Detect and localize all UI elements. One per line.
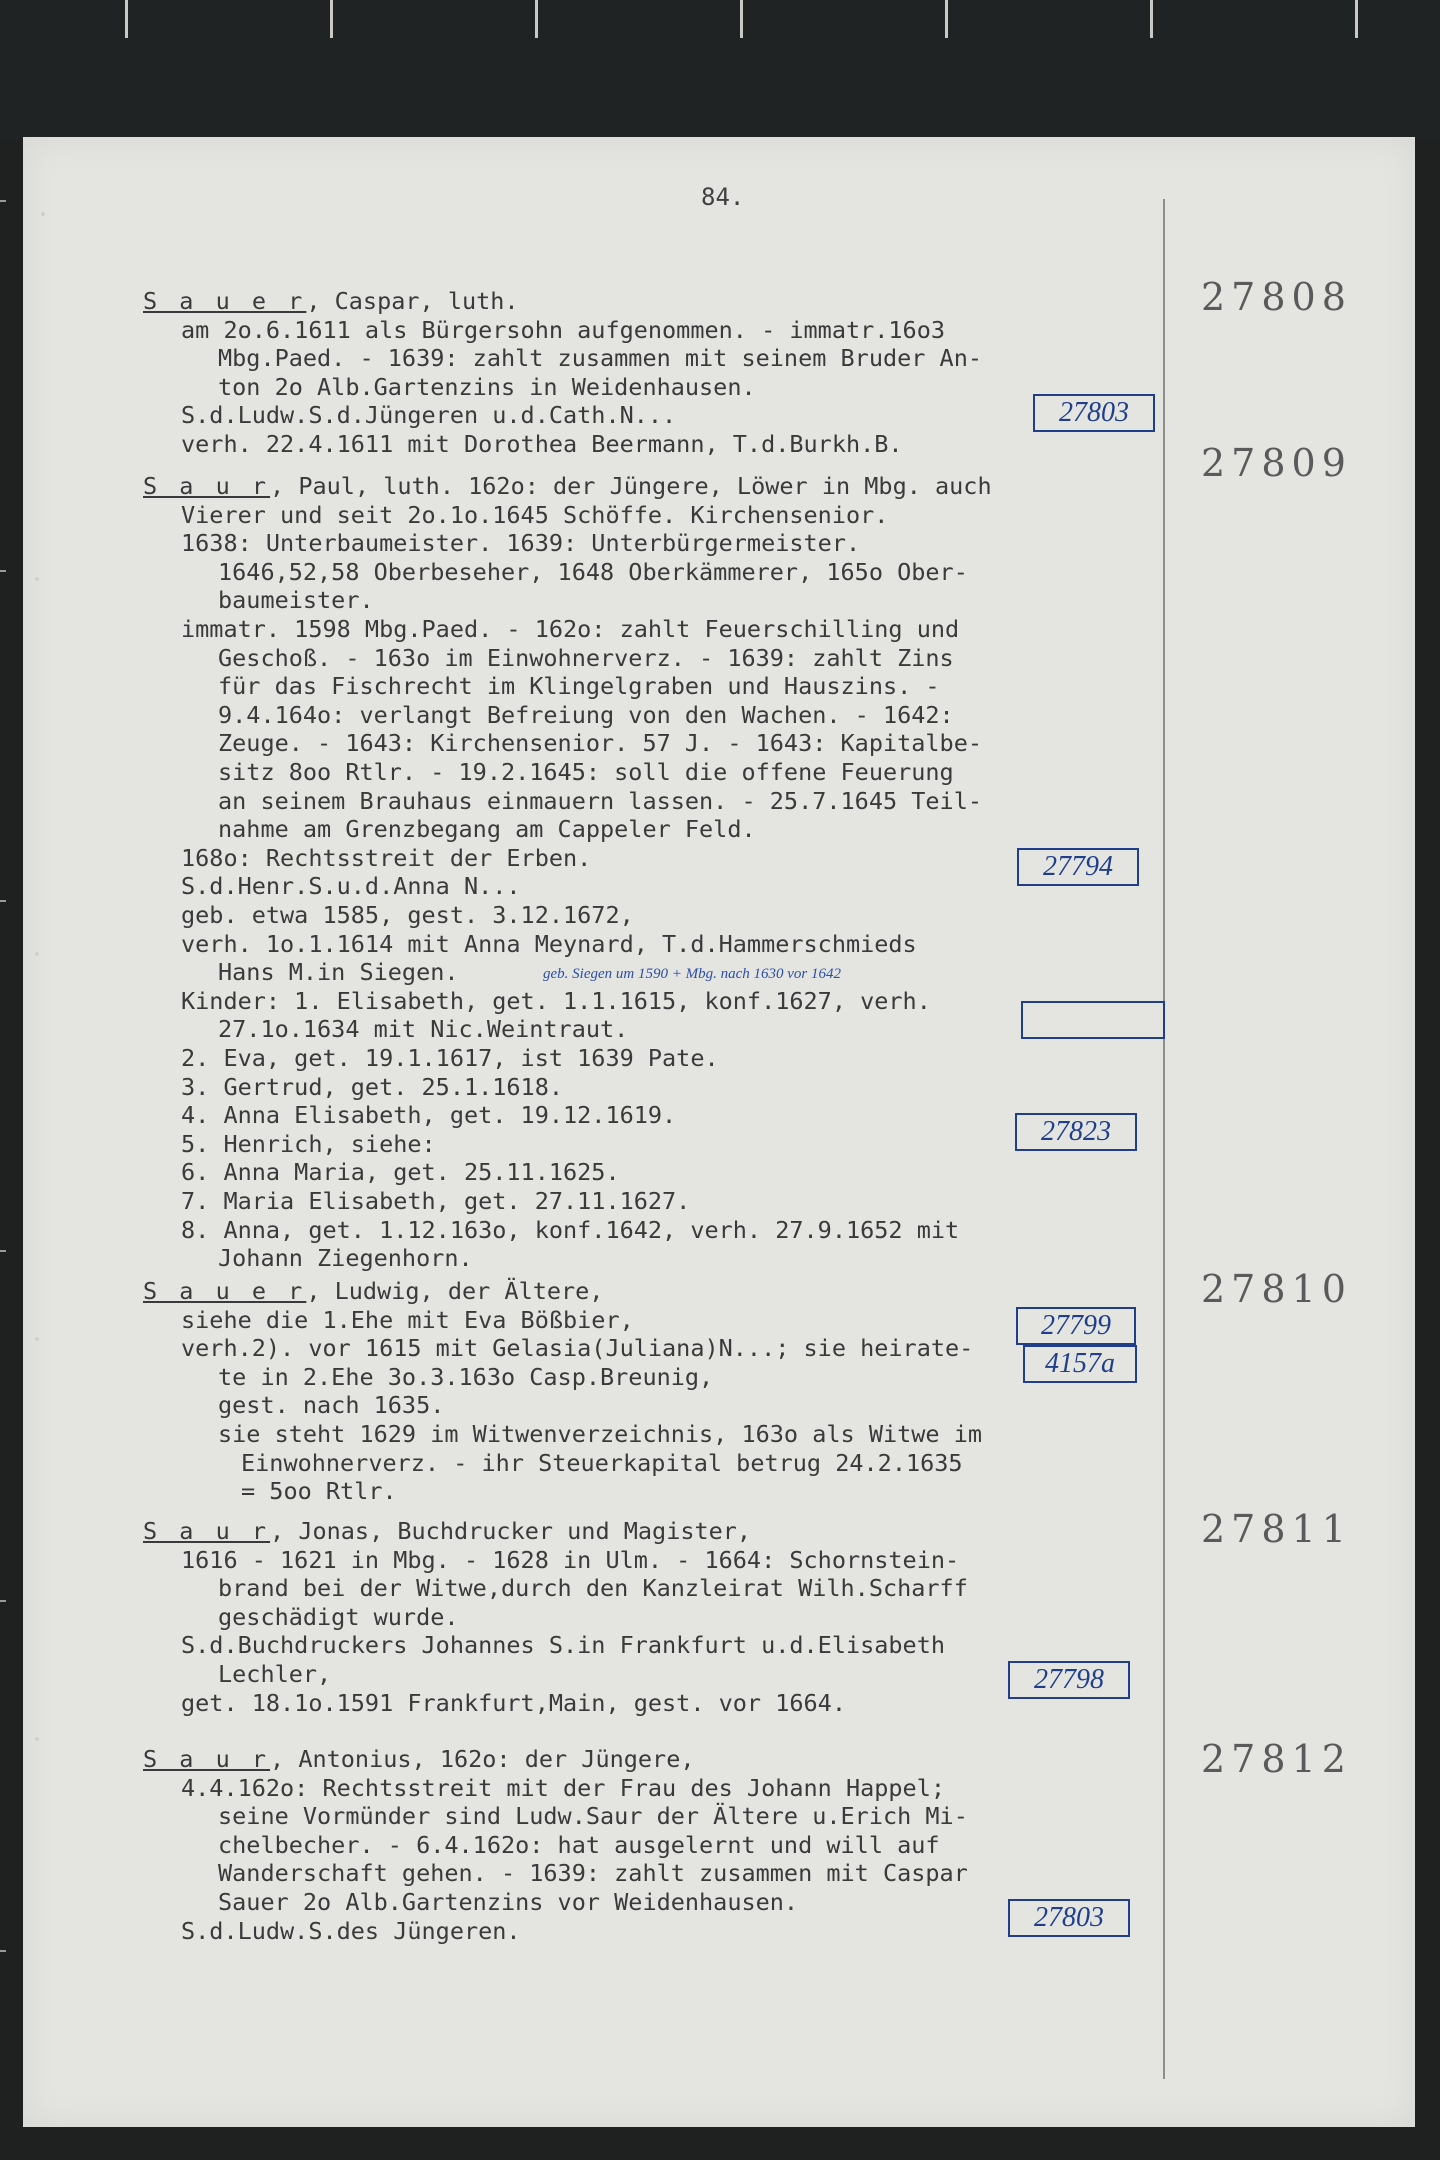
entry-line: 2. Eva, get. 19.1.1617, ist 1639 Pate.	[181, 1044, 719, 1072]
entry-heading	[143, 472, 992, 500]
entry-line: te in 2.Ehe 3o.3.163o Casp.Breunig,	[218, 1362, 714, 1391]
entry-line: 3. Gertrud, get. 25.1.1618.	[181, 1072, 564, 1101]
film-edge-mark	[0, 900, 6, 902]
entry-line: chelbecher. - 6.4.162o: hat ausgelernt und will auf	[218, 1830, 940, 1859]
entry-line: 9.4.164o: verlangt Befreiung von den Wachen. - 1642:	[218, 700, 954, 729]
entry-line: get. 18.1o.1591 Frankfurt,Main, gest. vor 1664.	[181, 1688, 846, 1717]
entry-line: 1638: Unterbaumeister. 1639: Unterbürgermeister.	[181, 529, 861, 558]
handwritten-reference-box: 27799	[1016, 1307, 1136, 1345]
film-edge-mark	[0, 1950, 6, 1952]
document-page	[23, 137, 1415, 2127]
entry-line: sie steht 1629 im Witwenverzeichnis, 163o als Witwe im	[218, 1420, 983, 1448]
surname: S a u r	[143, 1745, 271, 1773]
punch-mark	[35, 952, 39, 956]
entry-line: brand bei der Witwe,durch den Kanzleirat Wilh.Scharff	[218, 1574, 968, 1603]
entry-text: , Antonius, 162o: der Jüngere,	[270, 1745, 695, 1773]
entry-line: S.d.Ludw.S.des Jüngeren.	[181, 1916, 521, 1945]
surname: S a u r	[143, 472, 271, 500]
punch-mark	[35, 577, 39, 581]
entry-heading	[143, 1745, 695, 1773]
entry-line: siehe die 1.Ehe mit Eva Bößbier,	[181, 1305, 634, 1334]
record-number: 27809	[1201, 441, 1352, 485]
surname: S a u e r	[143, 1277, 307, 1305]
handwritten-annotation: geb. Siegen um 1590 + Mbg. nach 1630 vor 1642	[543, 966, 841, 982]
entry-line: 4.4.162o: Rechtsstreit mit der Frau des Johann Happel;	[181, 1773, 946, 1802]
entry-line: 1616 - 1621 in Mbg. - 1628 in Ulm. - 1664: Schornstein-	[181, 1545, 960, 1574]
handwritten-reference-box	[1021, 1001, 1165, 1039]
handwritten-reference-box: 27794	[1017, 848, 1139, 886]
film-edge-mark	[1150, 0, 1153, 38]
entry-line: Zeuge. - 1643: Kirchensenior. 57 J. - 1643: Kapitalbe-	[218, 729, 983, 758]
entry-line: immatr. 1598 Mbg.Paed. - 162o: zahlt Feuerschilling und	[181, 615, 960, 643]
entry-line: 6. Anna Maria, get. 25.11.1625.	[181, 1158, 620, 1187]
entry-line: S.d.Buchdruckers Johannes S.in Frankfurt u.d.Elisabeth	[181, 1631, 946, 1660]
handwritten-reference-box: 4157a	[1023, 1345, 1137, 1383]
record-number: 27808	[1201, 275, 1352, 319]
entry-line: seine Vormünder sind Ludw.Saur der Ältere u.Erich Mi-	[218, 1802, 968, 1831]
entry-line: S.d.Henr.S.u.d.Anna N...	[181, 872, 521, 901]
entry-heading	[143, 1277, 603, 1305]
record-number: 27811	[1201, 1507, 1352, 1551]
entry-line: Vierer und seit 2o.1o.1645 Schöffe. Kirchensenior.	[181, 500, 889, 529]
entry-line: Geschoß. - 163o im Einwohnerverz. - 1639: zahlt Zins	[218, 643, 954, 672]
page-number: 84.	[701, 183, 745, 211]
film-edge-mark	[125, 0, 128, 38]
handwritten-reference-box: 27798	[1008, 1661, 1130, 1699]
punch-mark	[41, 212, 45, 216]
film-edge-mark	[0, 1600, 6, 1602]
entry-line: Hans M.in Siegen.	[218, 958, 459, 987]
record-number: 27812	[1201, 1737, 1352, 1781]
entry-line: = 5oo Rtlr.	[241, 1477, 397, 1506]
entry-line: sitz 8oo Rtlr. - 19.2.1645: soll die offene Feuerung	[218, 758, 954, 786]
entry-line: an seinem Brauhaus einmauern lassen. - 25.7.1645 Teil-	[218, 786, 983, 815]
punch-mark	[35, 1337, 39, 1341]
entry-heading	[143, 1517, 751, 1545]
film-edge-mark	[0, 1250, 6, 1252]
entry-line: 168o: Rechtsstreit der Erben.	[181, 843, 592, 872]
entry-line: am 2o.6.1611 als Bürgersohn aufgenommen. - immatr.16o3	[181, 315, 946, 344]
scanner-background	[0, 0, 1440, 140]
film-edge-mark	[535, 0, 538, 38]
entry-line: 27.1o.1634 mit Nic.Weintraut.	[218, 1015, 629, 1044]
entry-text: , Jonas, Buchdrucker und Magister,	[270, 1517, 752, 1545]
entry-line: nahme am Grenzbegang am Cappeler Feld.	[218, 815, 756, 844]
handwritten-reference-box: 27803	[1008, 1899, 1130, 1937]
entry-text: , Paul, luth. 162o: der Jüngere, Löwer in Mbg. auch	[270, 472, 992, 500]
entry-heading	[143, 287, 519, 315]
entry-line: 8. Anna, get. 1.12.163o, konf.1642, verh. 27.9.1652 mit	[181, 1215, 960, 1244]
film-edge-mark	[0, 200, 6, 202]
record-number: 27810	[1201, 1267, 1352, 1311]
entry-line: Wanderschaft gehen. - 1639: zahlt zusammen mit Caspar	[218, 1859, 968, 1888]
handwritten-reference-box: 27823	[1015, 1113, 1137, 1151]
entry-text: , Caspar, luth.	[306, 287, 519, 315]
film-edge-mark	[1355, 0, 1358, 38]
entry-line: Mbg.Paed. - 1639: zahlt zusammen mit seinem Bruder An-	[218, 344, 983, 373]
entry-line: 1646,52,58 Oberbeseher, 1648 Oberkämmerer, 165o Ober-	[218, 557, 968, 586]
entry-line: 4. Anna Elisabeth, get. 19.12.1619.	[181, 1101, 677, 1130]
entry-line: geschädigt wurde.	[218, 1602, 459, 1631]
entry-line: verh. 1o.1.1614 mit Anna Meynard, T.d.Hammerschmieds	[181, 929, 917, 958]
entry-line: 7. Maria Elisabeth, get. 27.11.1627.	[181, 1187, 691, 1215]
entry-line: verh.2). vor 1615 mit Gelasia(Juliana)N...; sie heirate-	[181, 1334, 974, 1363]
film-edge-mark	[0, 570, 6, 572]
entry-line: Johann Ziegenhorn.	[218, 1244, 473, 1273]
punch-mark	[35, 1737, 39, 1741]
film-edge-mark	[740, 0, 743, 38]
entry-line: Einwohnerverz. - ihr Steuerkapital betrug 24.2.1635	[241, 1448, 963, 1477]
entry-line: Kinder: 1. Elisabeth, get. 1.1.1615, konf.1627, verh.	[181, 986, 931, 1015]
entry-line: verh. 22.4.1611 mit Dorothea Beermann, T.d.Burkh.B.	[181, 430, 903, 458]
entry-line: für das Fischrecht im Klingelgraben und Hauszins. -	[218, 672, 940, 701]
entry-line: gest. nach 1635.	[218, 1391, 445, 1420]
entry-line: ton 2o Alb.Gartenzins in Weidenhausen.	[218, 372, 756, 401]
film-edge-mark	[330, 0, 333, 38]
margin-rule	[1163, 199, 1165, 2079]
entry-line: 5. Henrich, siehe:	[181, 1129, 436, 1158]
entry-line: S.d.Ludw.S.d.Jüngeren u.d.Cath.N...	[181, 401, 677, 430]
surname: S a u r	[143, 1517, 271, 1545]
film-edge-mark	[945, 0, 948, 38]
entry-line: geb. etwa 1585, gest. 3.12.1672,	[181, 901, 634, 929]
entry-line: Lechler,	[218, 1660, 332, 1688]
entry-line: baumeister.	[218, 586, 374, 615]
surname: S a u e r	[143, 287, 307, 315]
entry-line: Sauer 2o Alb.Gartenzins vor Weidenhausen.	[218, 1888, 799, 1916]
handwritten-reference-box: 27803	[1033, 394, 1155, 432]
entry-text: , Ludwig, der Ältere,	[306, 1277, 604, 1305]
